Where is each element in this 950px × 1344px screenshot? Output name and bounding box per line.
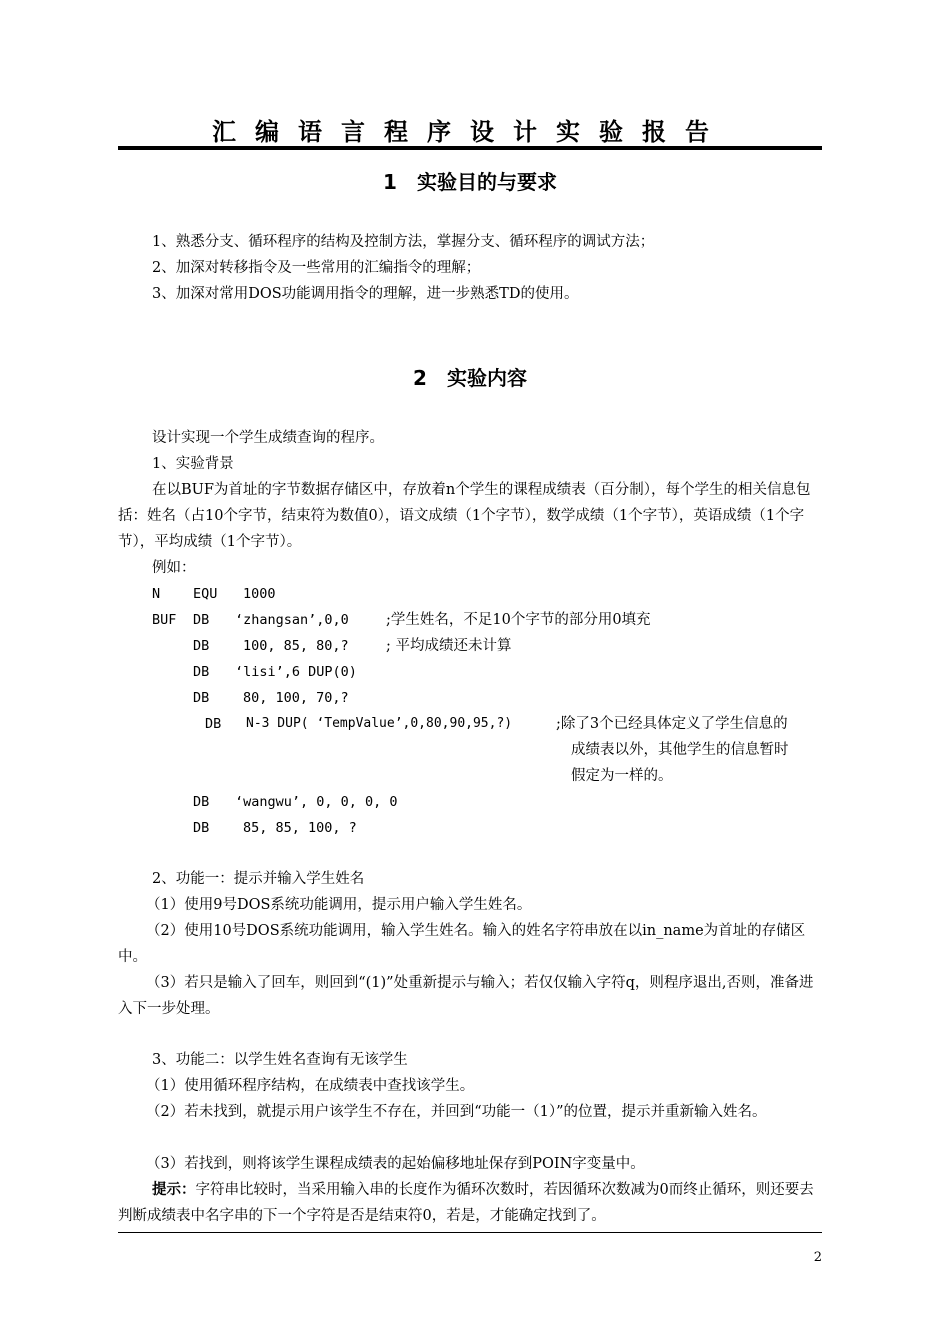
document-title: 汇编语言程序设计实验报告 [212, 117, 728, 146]
function1-item-3: （3）若只是输入了回车，则回到“(1)”处重新提示与输入；若仅仅输入字符q，则程序退出,否则，准备进入下一步处理。 [118, 975, 814, 1017]
code-line-7-directive: DB [193, 794, 210, 810]
function2-item-3: （3）若找到，则将该学生课程成绩表的起始偏移地址保存到POIN字变量中。 [146, 1156, 645, 1172]
section2-intro: 设计实现一个学生成绩查询的程序。 [152, 430, 384, 446]
title-rule [118, 146, 822, 150]
code-line-3-directive: DB [193, 638, 210, 654]
hint-label: 提示： [152, 1181, 196, 1198]
function2-item-1: （1）使用循环程序结构，在成绩表中查找该学生。 [146, 1078, 475, 1094]
function2-title: 3、功能二：以学生姓名查询有无该学生 [152, 1052, 408, 1068]
code-line-7-operand: ‘wangwu’, 0, 0, 0, 0 [235, 794, 398, 810]
section1-item-3: 3、加深对常用DOS功能调用指令的理解，进一步熟悉TD的使用。 [152, 286, 579, 302]
code-line-1-label: N [152, 586, 161, 602]
function1-item-1: （1）使用9号DOS系统功能调用，提示用户输入学生姓名。 [146, 897, 532, 913]
page-number: 2 [813, 1250, 822, 1265]
function1-item-2: （2）使用10号DOS系统功能调用，输入学生姓名。输入的姓名字符串放在以in_name为首址的存储区中。 [118, 923, 806, 965]
code-line-2-operand: ‘zhangsan’,0,0 [235, 612, 349, 628]
hint-paragraph [118, 1177, 822, 1229]
section1-item-1: 1、熟悉分支、循环程序的结构及控制方法，掌握分支、循环程序的调试方法； [152, 234, 655, 250]
code-line-6-comment-cont-2: 假定为一样的。 [571, 768, 673, 784]
code-line-1-value: 1000 [243, 586, 276, 602]
code-line-8-directive: DB [193, 820, 210, 836]
code-line-5-operand: 80, 100, 70,? [243, 690, 349, 706]
code-line-1-directive: EQU [193, 586, 218, 602]
section2-heading: 2 实验内容 [413, 366, 527, 390]
code-line-2-comment: ;学生姓名，不足10个字节的部分用0填充 [386, 612, 651, 628]
code-line-4-directive: DB [193, 664, 210, 680]
background-title: 1、实验背景 [152, 456, 234, 472]
background-paragraph: 在以BUF为首址的字节数据存储区中，存放着n个学生的课程成绩表（百分制），每个学生的相关信息包括：姓名（占10个字节，结束符为数值0），语文成绩（1个字节），数学成绩（1个字节），英语成绩（1个字节），平均成绩（1个字节）。 [118, 482, 811, 550]
code-line-2-directive: DB [193, 612, 210, 628]
code-line-2-label: BUF [152, 612, 177, 628]
code-line-5-directive: DB [193, 690, 210, 706]
code-line-3-operand: 100, 85, 80,? [243, 638, 349, 654]
code-line-8-operand: 85, 85, 100, ? [243, 820, 357, 836]
section1-heading: 1 实验目的与要求 [383, 170, 557, 194]
hint-text: 字符串比较时，当采用输入串的长度作为循环次数时，若因循环次数减为0而终止循环，则还要去判断成绩表中名字串的下一个字符是否是结束符0，若是，才能确定找到了。 [118, 1182, 814, 1224]
code-line-6-directive: DB [205, 716, 222, 732]
code-line-6-operand: N-3 DUP( ‘TempValue’,0,80,90,95,?) [246, 716, 513, 731]
code-line-3-comment: ; 平均成绩还未计算 [386, 638, 512, 654]
section1-item-2: 2、加深对转移指令及一些常用的汇编指令的理解； [152, 260, 481, 276]
code-line-6-comment-cont-1: 成绩表以外，其他学生的信息暂时 [571, 742, 789, 758]
code-line-4-operand: ‘lisi’,6 DUP(0) [235, 664, 357, 680]
code-line-6-comment: ;除了3个已经具体定义了学生信息的 [556, 716, 788, 732]
footer-rule [118, 1232, 822, 1233]
function1-title: 2、功能一：提示并输入学生姓名 [152, 871, 365, 887]
function2-item-2: （2）若未找到，就提示用户该学生不存在，并回到“功能一（1）”的位置，提示并重新输入姓名。 [146, 1104, 767, 1120]
example-label: 例如： [152, 560, 196, 576]
